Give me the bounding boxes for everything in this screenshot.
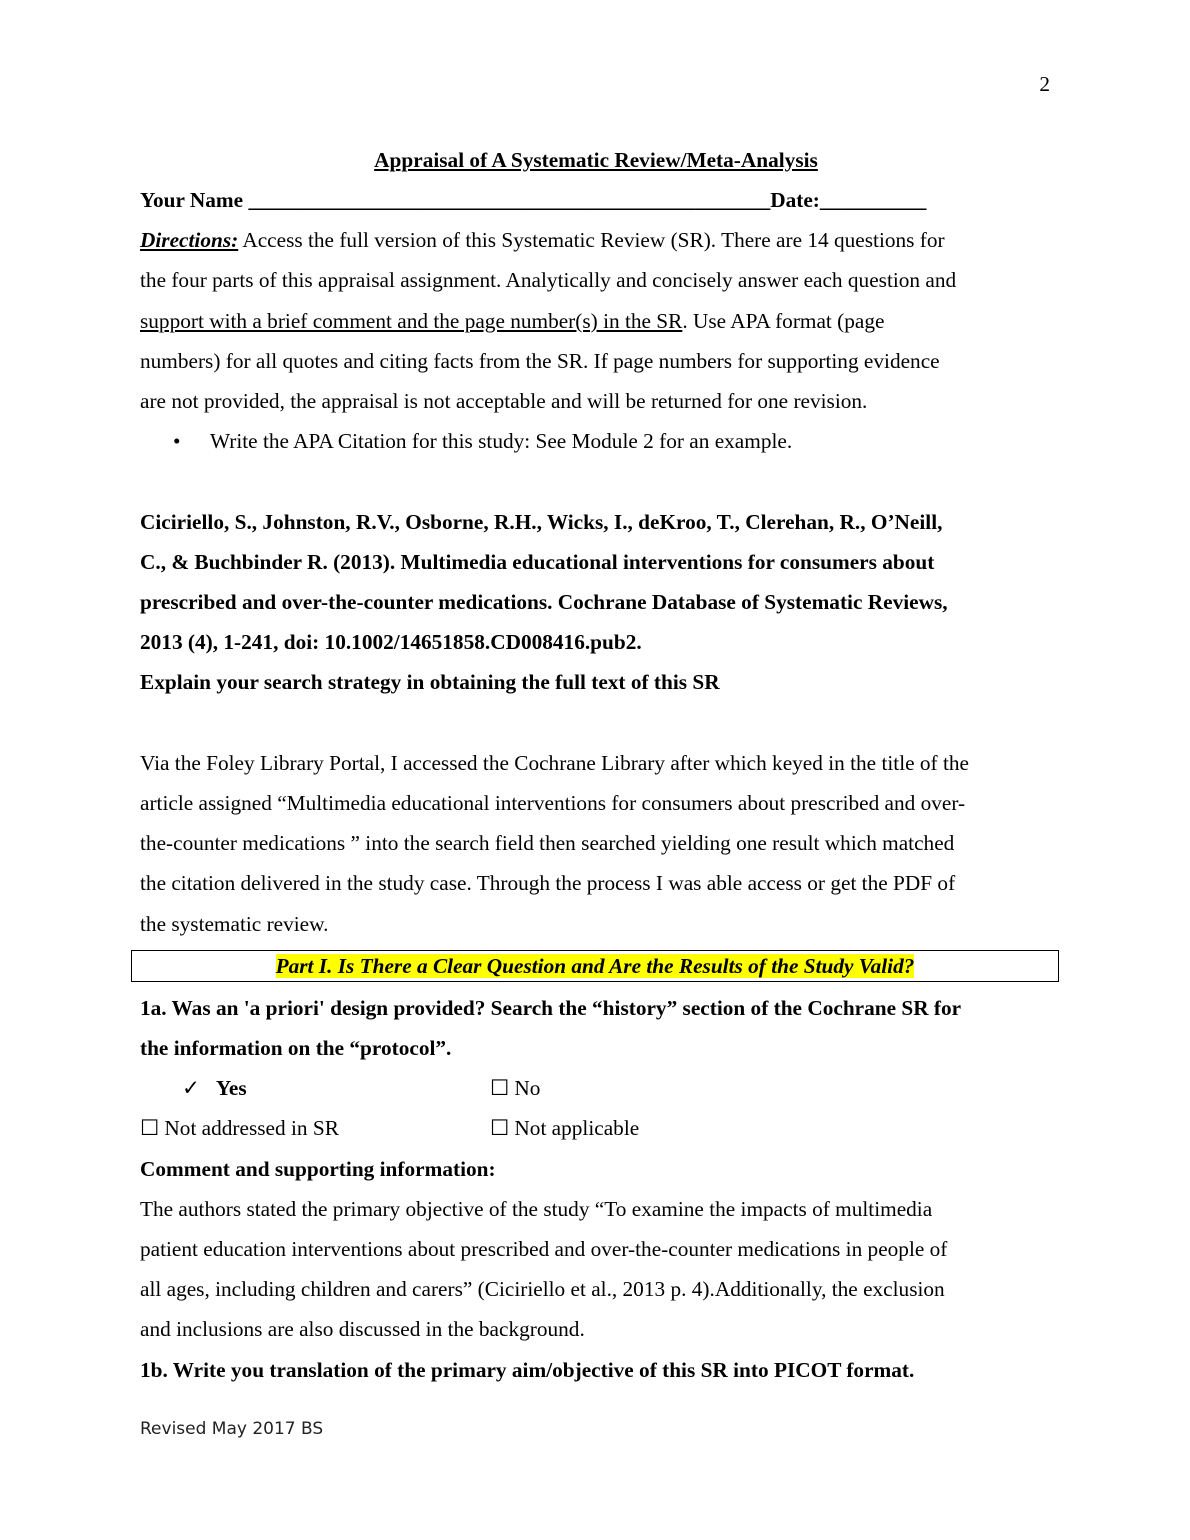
part-one-heading-box [131,950,1059,982]
name-date-line [140,180,1052,220]
answer-line-1: Via the Foley Library Portal, I accessed the Cochrane Library after which keyed in the title of the [140,750,969,775]
spacer [140,461,1052,501]
comment-label: Comment and supporting information: [140,1156,496,1181]
answer-line-3: the-counter medications ” into the search field then searched yielding one result which matched [140,831,955,856]
directions-text-2: the four parts of this appraisal assignment. Analytically and concisely answer each question and [140,268,957,293]
page-title: Appraisal of A Systematic Review/Meta-Analysis [374,148,818,172]
answer-line-4: the citation delivered in the study case. Through the process I was able access or get the PDF of [140,871,956,896]
apa-citation [140,502,1052,663]
comment-line-1: The authors stated the primary objective of the study “To examine the impacts of multimedia [140,1196,933,1221]
citation-line-2: C., & Buchbinder R. (2013). Multimedia educational interventions for consumers about [140,549,935,574]
date-blank: __________ [819,188,927,212]
directions-text-4: numbers) for all quotes and citing facts from the SR. If page numbers for supporting evidence [140,348,940,373]
citation-line-3: prescribed and over-the-counter medications. Cochrane Database of Systematic Reviews, [140,590,948,615]
search-strategy-prompt: Explain your search strategy in obtaining the full text of this SR [140,670,720,695]
date-label: Date: [770,188,820,212]
directions-paragraph [140,220,1052,421]
bullet-icon: • [173,429,181,454]
directions-text-1: Access the full version of this Systematic Review (SR). There are 14 questions for [238,228,945,253]
no-option[interactable]: ☐ No [490,1076,541,1101]
comment-line-3: all ages, including children and carers” (Ciciriello et al., 2013 p. 4).Additionally, the exclusion [140,1277,945,1302]
answer-line-5: the systematic review. [140,911,329,936]
directions-underlined: support with a brief comment and the page number(s) in the SR [140,308,683,333]
citation-line-4: 2013 (4), 1-241, doi: 10.1002/14651858.CD008416.pub2. [140,630,642,655]
page-number: 2 [1039,72,1050,96]
answer-line-2: article assigned “Multimedia educational interventions for consumers about prescribed and over- [140,791,966,816]
q1a-line-2: the information on the “protocol”. [140,1036,452,1061]
document-body [140,140,1052,1390]
comment-line-2: patient education interventions about prescribed and over-the-counter medications in people of [140,1237,948,1262]
directions-text-3: . Use APA format (page [682,308,885,333]
checkmark-icon: ✓ [182,1076,200,1101]
not-addressed-option[interactable]: ☐ Not addressed in SR [140,1116,339,1141]
q1a-options-row-1 [140,1068,1052,1108]
page-footer: Revised May 2017 BS [140,1419,324,1439]
yes-option[interactable] [182,1068,247,1108]
question-1b: 1b. Write you translation of the primary aim/objective of this SR into PICOT format. [140,1357,915,1382]
q1a-comment [140,1189,1052,1350]
name-label: Your Name [140,188,249,212]
comment-line-4: and inclusions are also discussed in the background. [140,1317,585,1342]
yes-label: Yes [215,1076,247,1101]
question-1a [140,988,1052,1068]
q1a-options-row-2 [140,1108,1052,1148]
not-applicable-option[interactable]: ☐ Not applicable [490,1116,640,1141]
bullet-text: Write the APA Citation for this study: See Module 2 for an example. [210,429,793,454]
bullet-item [140,421,1052,461]
directions-text-5: are not provided, the appraisal is not acceptable and will be returned for one revision. [140,389,868,414]
part-one-heading: Part I. Is There a Clear Question and Are the Results of the Study Valid? [275,953,915,978]
name-blank: _________________________________________________ [248,188,771,212]
q1a-line-1: 1a. Was an 'a priori' design provided? Search the “history” section of the Cochrane SR for [140,995,962,1020]
search-strategy-answer [140,743,1052,944]
citation-line-1: Ciciriello, S., Johnston, R.V., Osborne, R.H., Wicks, I., deKroo, T., Clerehan, R., O’Neill, [140,509,943,534]
directions-label: Directions: [140,228,239,253]
spacer [140,703,1052,743]
